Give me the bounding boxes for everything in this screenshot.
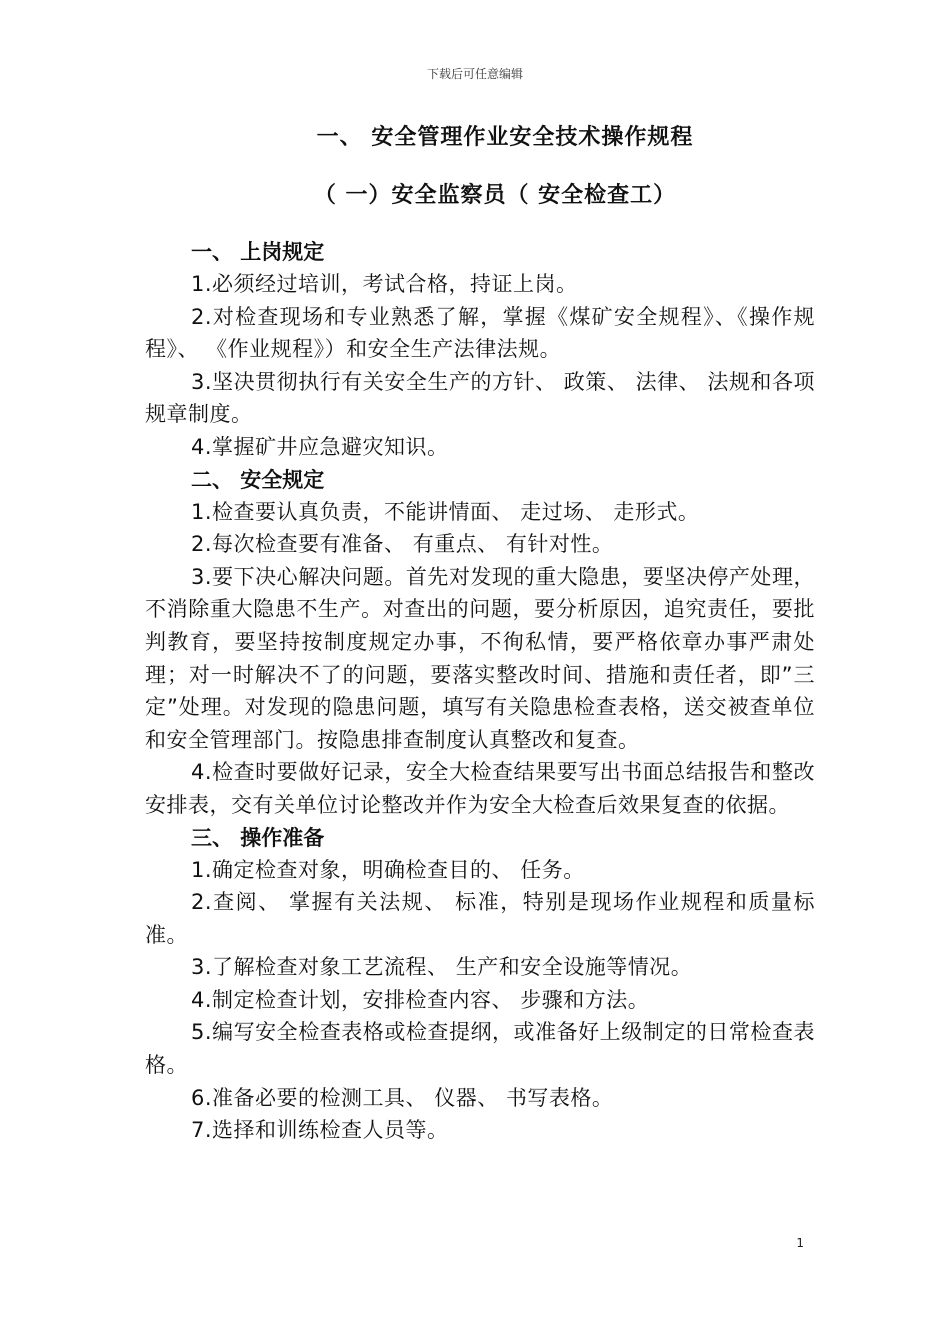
paragraph-1-4: 4.掌握矿井应急避灾知识。 (191, 434, 449, 459)
document-body (145, 236, 815, 1147)
paragraph-2-3: 3.要下决心解决问题。首先对发现的重大隐患，要坚决停产处理，不消除重大隐患不生产。对查出的问题，要分析原因，追究责任，要批判教育，要坚持按制度规定办事，不徇私情，要严格依章办事严肃处理；对一时解决不了的问题，要落实整改时间、措施和责任者，即”三定”处理。对发现的隐患问题，填写有关隐患检查表格，送交被查单位和安全管理部门。按隐患排查制度认真整改和复查。 (145, 564, 815, 752)
section-heading-3: 三、 操作准备 (191, 825, 325, 850)
paragraph-3-3: 3.了解检查对象工艺流程、 生产和安全设施等情况。 (191, 955, 693, 980)
paragraph-3-4: 4.制定检查计划，安排检查内容、 步骤和方法。 (191, 987, 650, 1012)
section-heading-2: 二、 安全规定 (191, 467, 325, 492)
page-number: 1 (796, 1236, 804, 1250)
paragraph-3-5: 5.编写安全检查表格或检查提纲，或准备好上级制定的日常检查表格。 (145, 1020, 815, 1078)
paragraph-3-6: 6.准备必要的检测工具、 仪器、 书写表格。 (191, 1085, 614, 1110)
document-title: 一、 安全管理作业安全技术操作规程 (316, 125, 694, 150)
paragraph-3-7: 7.选择和训练检查人员等。 (191, 1118, 449, 1143)
paragraph-1-1: 1.必须经过培训，考试合格，持证上岗。 (191, 272, 578, 296)
paragraph-2-4: 4.检查时要做好记录，安全大检查结果要写出书面总结报告和整改安排表，交有关单位讨论整改并作为安全大检查后效果复查的依据。 (145, 760, 815, 817)
paragraph-1-2: 2.对检查现场和专业熟悉了解，掌握《煤矿安全规程》、《操作规程》、 《作业规程》）和安全生产法律法规。 (145, 304, 815, 362)
paragraph-2-1: 1.检查要认真负责，不能讲情面、 走过场、 走形式。 (191, 499, 700, 524)
paragraph-1-3: 3.坚决贯彻执行有关安全生产的方针、 政策、 法律、 法规和各项规章制度。 (145, 369, 815, 427)
document-subtitle: （ 一）安全监察员（ 安全检查工） (313, 183, 677, 208)
paragraph-2-2: 2.每次检查要有准备、 有重点、 有针对性。 (191, 532, 614, 557)
paragraph-3-1: 1.确定检查对象，明确检查目的、 任务。 (191, 857, 585, 882)
section-heading-1: 一、 上岗规定 (191, 240, 325, 264)
paragraph-3-2: 2.查阅、 掌握有关法规、 标准，特别是现场作业规程和质量标准。 (145, 890, 815, 947)
header-note: 下载后可任意编辑 (426, 67, 523, 81)
